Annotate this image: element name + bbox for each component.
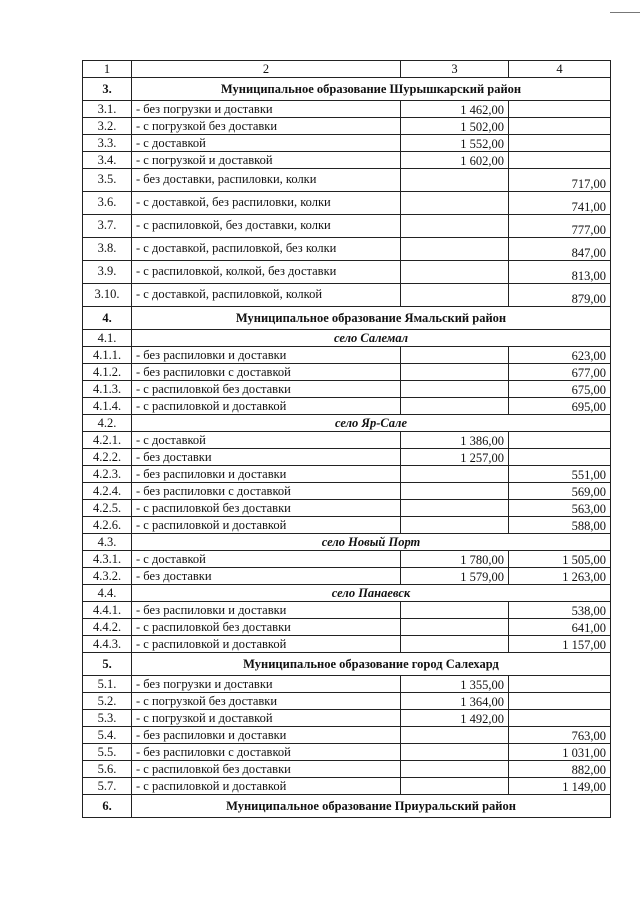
subsection-title: село Яр-Сале bbox=[132, 415, 611, 432]
table-row bbox=[83, 693, 611, 710]
price-column-3: 1 780,00 bbox=[401, 551, 509, 568]
item-description: - с распиловкой и доставкой bbox=[132, 636, 401, 653]
subsection-row bbox=[83, 534, 611, 551]
item-description: - без доставки, распиловки, колки bbox=[132, 169, 401, 192]
table-row bbox=[83, 238, 611, 261]
price-column-3 bbox=[401, 238, 509, 261]
price-column-4: 1 263,00 bbox=[509, 568, 611, 585]
price-column-4: 538,00 bbox=[509, 602, 611, 619]
table-row bbox=[83, 381, 611, 398]
item-number: 4.1.1. bbox=[83, 347, 132, 364]
item-number: 3.1. bbox=[83, 101, 132, 118]
section-title: Муниципальное образование Шурышкарский район bbox=[132, 78, 611, 101]
price-column-4: 695,00 bbox=[509, 398, 611, 415]
table-row bbox=[83, 619, 611, 636]
subsection-number: 4.1. bbox=[83, 330, 132, 347]
item-description: - без распиловки и доставки bbox=[132, 727, 401, 744]
item-description: - без распиловки с доставкой bbox=[132, 744, 401, 761]
price-column-4: 588,00 bbox=[509, 517, 611, 534]
price-column-3 bbox=[401, 517, 509, 534]
price-column-4 bbox=[509, 676, 611, 693]
table-row bbox=[83, 778, 611, 795]
item-number: 4.4.2. bbox=[83, 619, 132, 636]
table-row bbox=[83, 744, 611, 761]
item-number: 4.4.3. bbox=[83, 636, 132, 653]
item-description: - с распиловкой без доставки bbox=[132, 381, 401, 398]
price-column-4: 813,00 bbox=[509, 261, 611, 284]
item-description: - с распиловкой без доставки bbox=[132, 619, 401, 636]
price-column-4 bbox=[509, 118, 611, 135]
column-number-2: 2 bbox=[132, 61, 401, 78]
item-number: 3.7. bbox=[83, 215, 132, 238]
column-number-1: 1 bbox=[83, 61, 132, 78]
table-row bbox=[83, 118, 611, 135]
table-row bbox=[83, 602, 611, 619]
price-column-3 bbox=[401, 466, 509, 483]
table-row bbox=[83, 215, 611, 238]
item-description: - без распиловки с доставкой bbox=[132, 364, 401, 381]
tariff-table-body bbox=[83, 61, 611, 818]
item-description: - без погрузки и доставки bbox=[132, 676, 401, 693]
price-column-3: 1 355,00 bbox=[401, 676, 509, 693]
item-number: 4.3.1. bbox=[83, 551, 132, 568]
price-column-3 bbox=[401, 619, 509, 636]
corner-scan-mark bbox=[610, 12, 640, 13]
price-column-3 bbox=[401, 215, 509, 238]
table-row bbox=[83, 152, 611, 169]
item-number: 3.4. bbox=[83, 152, 132, 169]
price-column-4: 882,00 bbox=[509, 761, 611, 778]
item-number: 3.3. bbox=[83, 135, 132, 152]
price-column-3: 1 364,00 bbox=[401, 693, 509, 710]
price-column-3 bbox=[401, 500, 509, 517]
table-row bbox=[83, 192, 611, 215]
item-description: - без распиловки и доставки bbox=[132, 602, 401, 619]
price-column-4 bbox=[509, 135, 611, 152]
price-column-3 bbox=[401, 192, 509, 215]
item-description: - без доставки bbox=[132, 449, 401, 466]
table-row bbox=[83, 727, 611, 744]
price-column-4: 777,00 bbox=[509, 215, 611, 238]
table-row bbox=[83, 398, 611, 415]
table-row bbox=[83, 449, 611, 466]
price-column-4: 879,00 bbox=[509, 284, 611, 307]
section-number: 3. bbox=[83, 78, 132, 101]
item-description: - с доставкой bbox=[132, 135, 401, 152]
table-row bbox=[83, 761, 611, 778]
price-column-3: 1 257,00 bbox=[401, 449, 509, 466]
item-description: - с распиловкой и доставкой bbox=[132, 398, 401, 415]
price-column-3 bbox=[401, 761, 509, 778]
price-column-3 bbox=[401, 636, 509, 653]
section-row bbox=[83, 795, 611, 818]
section-title: Муниципальное образование город Салехард bbox=[132, 653, 611, 676]
section-row bbox=[83, 78, 611, 101]
price-column-4: 563,00 bbox=[509, 500, 611, 517]
price-column-3: 1 502,00 bbox=[401, 118, 509, 135]
price-column-3: 1 386,00 bbox=[401, 432, 509, 449]
table-row bbox=[83, 676, 611, 693]
table-row bbox=[83, 169, 611, 192]
item-description: - с распиловкой и доставкой bbox=[132, 778, 401, 795]
item-number: 3.6. bbox=[83, 192, 132, 215]
item-number: 4.2.1. bbox=[83, 432, 132, 449]
item-description: - с доставкой, распиловкой, без колки bbox=[132, 238, 401, 261]
price-column-4: 675,00 bbox=[509, 381, 611, 398]
table-row bbox=[83, 710, 611, 727]
price-column-3 bbox=[401, 778, 509, 795]
subsection-title: село Панаевск bbox=[132, 585, 611, 602]
item-description: - с доставкой, без распиловки, колки bbox=[132, 192, 401, 215]
price-column-3: 1 579,00 bbox=[401, 568, 509, 585]
subsection-number: 4.4. bbox=[83, 585, 132, 602]
item-number: 4.2.4. bbox=[83, 483, 132, 500]
price-column-3 bbox=[401, 381, 509, 398]
section-title: Муниципальное образование Ямальский район bbox=[132, 307, 611, 330]
price-column-3: 1 552,00 bbox=[401, 135, 509, 152]
price-column-4: 641,00 bbox=[509, 619, 611, 636]
price-column-3 bbox=[401, 483, 509, 500]
column-number-3: 3 bbox=[401, 61, 509, 78]
table-row bbox=[83, 284, 611, 307]
item-description: - без распиловки с доставкой bbox=[132, 483, 401, 500]
item-description: - с доставкой bbox=[132, 551, 401, 568]
item-number: 5.1. bbox=[83, 676, 132, 693]
subsection-title: село Новый Порт bbox=[132, 534, 611, 551]
item-number: 3.2. bbox=[83, 118, 132, 135]
price-column-4: 677,00 bbox=[509, 364, 611, 381]
price-column-3 bbox=[401, 284, 509, 307]
price-column-3: 1 492,00 bbox=[401, 710, 509, 727]
item-number: 4.2.3. bbox=[83, 466, 132, 483]
table-row bbox=[83, 568, 611, 585]
tariff-table bbox=[82, 60, 611, 818]
item-number: 5.7. bbox=[83, 778, 132, 795]
item-description: - без распиловки и доставки bbox=[132, 347, 401, 364]
table-row bbox=[83, 261, 611, 284]
section-row bbox=[83, 653, 611, 676]
item-number: 4.3.2. bbox=[83, 568, 132, 585]
table-row bbox=[83, 551, 611, 568]
price-column-3 bbox=[401, 364, 509, 381]
table-row bbox=[83, 466, 611, 483]
price-column-4: 1 031,00 bbox=[509, 744, 611, 761]
price-column-4: 847,00 bbox=[509, 238, 611, 261]
item-number: 3.5. bbox=[83, 169, 132, 192]
subsection-title: село Салемал bbox=[132, 330, 611, 347]
column-number-4: 4 bbox=[509, 61, 611, 78]
table-row bbox=[83, 483, 611, 500]
item-number: 4.1.3. bbox=[83, 381, 132, 398]
item-description: - с погрузкой и доставкой bbox=[132, 152, 401, 169]
item-number: 4.2.6. bbox=[83, 517, 132, 534]
table-row bbox=[83, 432, 611, 449]
subsection-row bbox=[83, 415, 611, 432]
price-column-3: 1 602,00 bbox=[401, 152, 509, 169]
item-description: - с распиловкой без доставки bbox=[132, 500, 401, 517]
item-number: 4.2.5. bbox=[83, 500, 132, 517]
item-description: - с распиловкой, колкой, без доставки bbox=[132, 261, 401, 284]
price-column-4: 1 157,00 bbox=[509, 636, 611, 653]
item-number: 5.6. bbox=[83, 761, 132, 778]
table-row bbox=[83, 517, 611, 534]
price-column-3 bbox=[401, 727, 509, 744]
item-number: 5.3. bbox=[83, 710, 132, 727]
subsection-row bbox=[83, 585, 611, 602]
subsection-number: 4.3. bbox=[83, 534, 132, 551]
item-number: 3.10. bbox=[83, 284, 132, 307]
price-column-3 bbox=[401, 169, 509, 192]
item-description: - без доставки bbox=[132, 568, 401, 585]
item-description: - с погрузкой без доставки bbox=[132, 118, 401, 135]
price-column-4: 569,00 bbox=[509, 483, 611, 500]
section-number: 5. bbox=[83, 653, 132, 676]
item-description: - с распиловкой и доставкой bbox=[132, 517, 401, 534]
item-number: 4.4.1. bbox=[83, 602, 132, 619]
price-column-4: 1 149,00 bbox=[509, 778, 611, 795]
item-number: 4.1.2. bbox=[83, 364, 132, 381]
column-number-row bbox=[83, 61, 611, 78]
price-column-4: 741,00 bbox=[509, 192, 611, 215]
price-column-3 bbox=[401, 398, 509, 415]
price-column-4 bbox=[509, 432, 611, 449]
item-number: 4.2.2. bbox=[83, 449, 132, 466]
price-column-3 bbox=[401, 744, 509, 761]
price-column-3 bbox=[401, 261, 509, 284]
price-column-4 bbox=[509, 449, 611, 466]
section-title: Муниципальное образование Приуральский район bbox=[132, 795, 611, 818]
item-number: 5.5. bbox=[83, 744, 132, 761]
price-column-4: 763,00 bbox=[509, 727, 611, 744]
item-description: - с погрузкой без доставки bbox=[132, 693, 401, 710]
item-number: 5.4. bbox=[83, 727, 132, 744]
price-column-4: 551,00 bbox=[509, 466, 611, 483]
section-number: 4. bbox=[83, 307, 132, 330]
section-row bbox=[83, 307, 611, 330]
item-description: - без погрузки и доставки bbox=[132, 101, 401, 118]
item-number: 4.1.4. bbox=[83, 398, 132, 415]
price-column-4: 717,00 bbox=[509, 169, 611, 192]
price-column-3: 1 462,00 bbox=[401, 101, 509, 118]
price-column-4: 623,00 bbox=[509, 347, 611, 364]
price-column-3 bbox=[401, 347, 509, 364]
item-number: 3.8. bbox=[83, 238, 132, 261]
price-column-4 bbox=[509, 101, 611, 118]
table-row bbox=[83, 364, 611, 381]
item-description: - с доставкой bbox=[132, 432, 401, 449]
table-row bbox=[83, 636, 611, 653]
item-number: 5.2. bbox=[83, 693, 132, 710]
table-row bbox=[83, 500, 611, 517]
section-number: 6. bbox=[83, 795, 132, 818]
table-row bbox=[83, 101, 611, 118]
item-description: - с распиловкой без доставки bbox=[132, 761, 401, 778]
item-description: - с погрузкой и доставкой bbox=[132, 710, 401, 727]
subsection-number: 4.2. bbox=[83, 415, 132, 432]
item-number: 3.9. bbox=[83, 261, 132, 284]
item-description: - с доставкой, распиловкой, колкой bbox=[132, 284, 401, 307]
price-column-3 bbox=[401, 602, 509, 619]
item-description: - с распиловкой, без доставки, колки bbox=[132, 215, 401, 238]
subsection-row bbox=[83, 330, 611, 347]
price-column-4 bbox=[509, 710, 611, 727]
item-description: - без распиловки и доставки bbox=[132, 466, 401, 483]
table-row bbox=[83, 135, 611, 152]
price-column-4: 1 505,00 bbox=[509, 551, 611, 568]
table-row bbox=[83, 347, 611, 364]
price-column-4 bbox=[509, 152, 611, 169]
price-column-4 bbox=[509, 693, 611, 710]
